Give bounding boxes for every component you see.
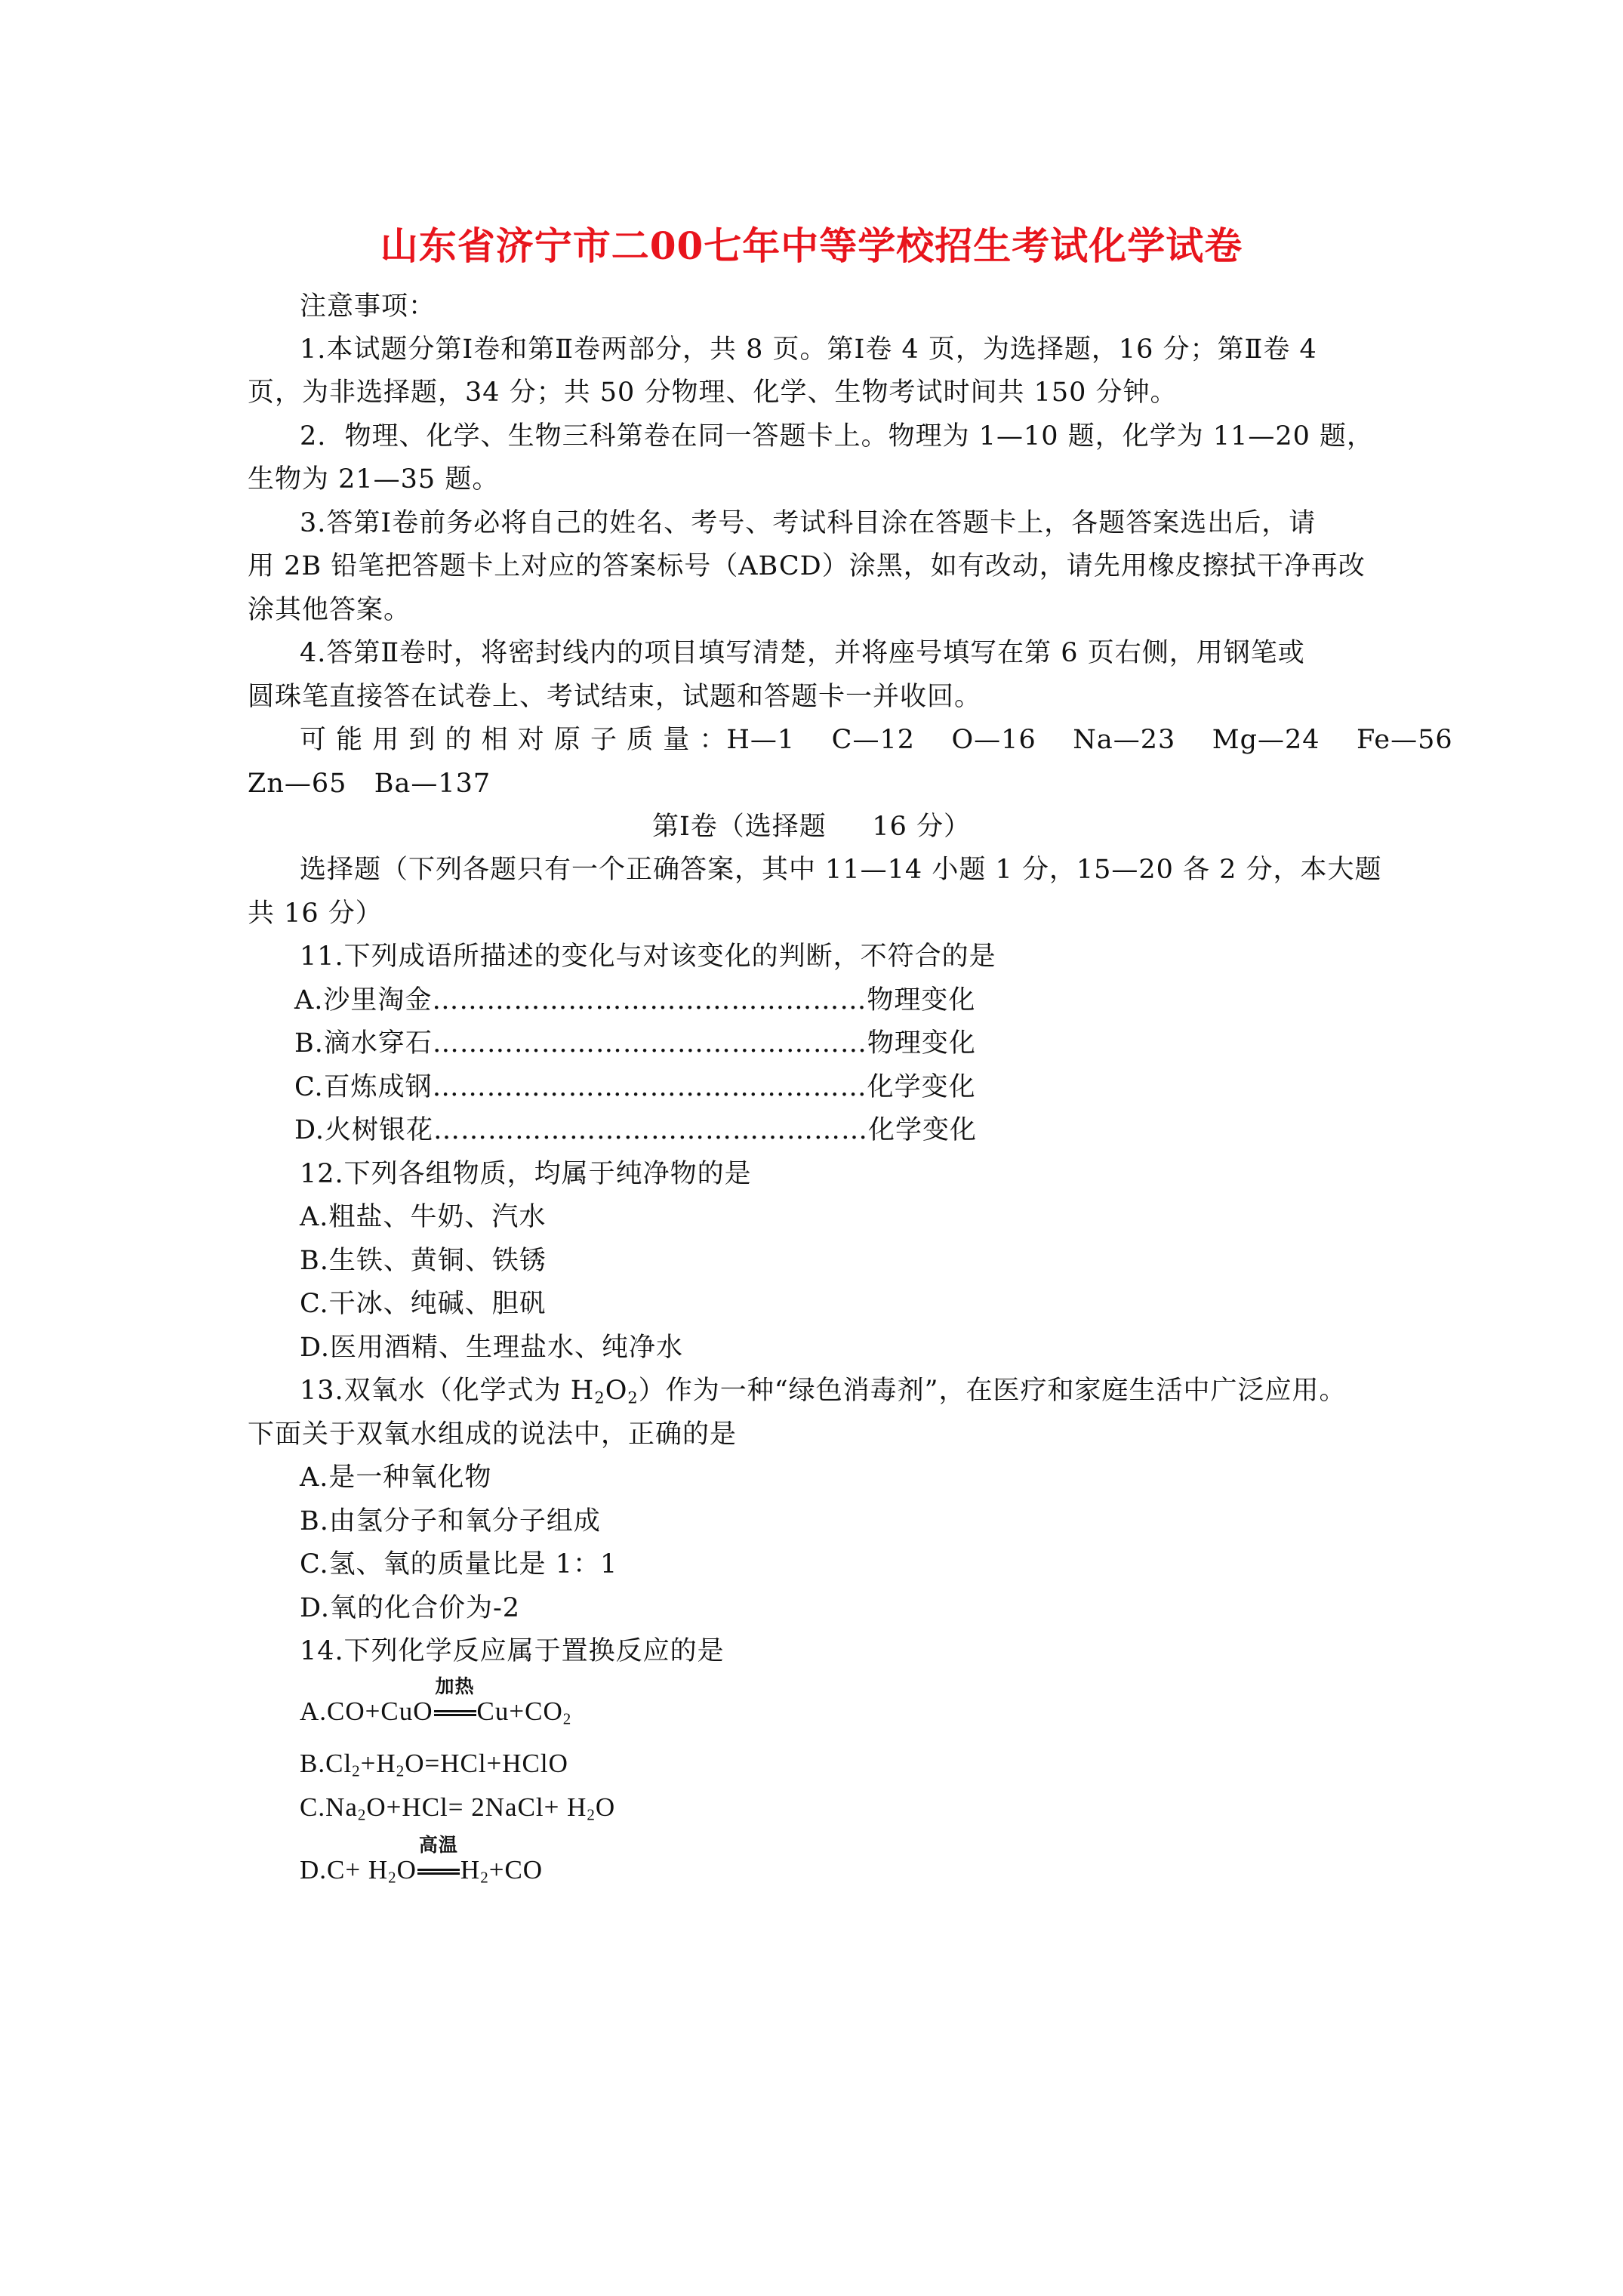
q14-option-a: A.CO+CuO 加热 $Cu+CO_2$ bbox=[300, 1675, 572, 1728]
notice-2-line1: 2. 物理、化学、生物三科第卷在同一答题卡上。物理为 1—10 题，化学为 11—20 题， bbox=[300, 421, 1375, 451]
q11-option-a: A.沙里淘金…………………………………………物理变化 bbox=[294, 985, 976, 1015]
q13-stem-line2: 下面关于双氧水组成的说法中，正确的是 bbox=[248, 1419, 738, 1450]
q12-option-d: D.医用酒精、生理盐水、纯净水 bbox=[300, 1333, 683, 1363]
q14-stem: 14.下列化学反应属于置换反应的是 bbox=[300, 1636, 725, 1666]
notice-2-line2: 生物为 21—35 题。 bbox=[248, 464, 500, 495]
q14-option-c: $C.Na_2O+HCl=$ 2NaCl+ $H_2O$ bbox=[300, 1792, 616, 1824]
q14-option-b: $B.Cl_2+H_2O=HCl+HClO$ bbox=[300, 1749, 568, 1780]
q13-option-a: A.是一种氧化物 bbox=[300, 1462, 492, 1493]
atomic-mass-line2: Zn—65 Ba—137 bbox=[248, 769, 491, 799]
notice-1-line1: 1.本试题分第Ⅰ卷和第Ⅱ卷两部分，共 8 页。第Ⅰ卷 4 页，为选择题，16 分；第Ⅱ卷 4 bbox=[300, 334, 1317, 365]
page-title: 山东省济宁市二00七年中等学校招生考试化学试卷 bbox=[380, 223, 1243, 268]
section-heading: 第Ⅰ卷（选择题 16 分） bbox=[651, 812, 972, 842]
q11-stem: 11.下列成语所描述的变化与对该变化的判断，不符合的是 bbox=[300, 942, 996, 972]
q13-option-b: B.由氢分子和氧分子组成 bbox=[300, 1506, 601, 1536]
q14-option-d: $D.C+ H_2O$ 高温 $H_2+CO$ bbox=[300, 1834, 544, 1887]
notice-3-line1: 3.答第Ⅰ卷前务必将自己的姓名、考号、考试科目涂在答题卡上，各题答案选出后，请 bbox=[300, 508, 1317, 538]
q11-option-b: B.滴水穿石…………………………………………物理变化 bbox=[294, 1028, 976, 1059]
notice-4-line1: 4.答第Ⅱ卷时，将密封线内的项目填写清楚，并将座号填写在第 6 页右侧，用钢笔或 bbox=[300, 638, 1305, 668]
q13-option-d: D.氧的化合价为-2 bbox=[300, 1593, 521, 1623]
section-intro-line1: 选择题（下列各题只有一个正确答案，其中 11—14 小题 1 分，15—20 各 2 分，本大题 bbox=[300, 855, 1382, 885]
atomic-mass-line1: 可 能 用 到 的 相 对 原 子 质 量 ：H—1 C—12 O—16 Na—23 Mg—24 Fe—56 bbox=[300, 725, 1453, 755]
notice-4-line2: 圆珠笔直接答在试卷上、考试结束，试题和答题卡一并收回。 bbox=[248, 682, 982, 712]
q13-stem-line1: 13.双氧水（化学式为 $H_2O_2$）作为一种“绿色消毒剂”，在医疗和家庭生活中广泛应用。 bbox=[300, 1376, 1347, 1407]
q12-option-b: B.生铁、黄铜、铁锈 bbox=[300, 1246, 547, 1276]
q11-option-d: D.火树银花…………………………………………化学变化 bbox=[294, 1115, 977, 1145]
q12-option-a: A.粗盐、牛奶、汽水 bbox=[300, 1202, 547, 1232]
q13-option-c: C.氢、氧的质量比是 1：1 bbox=[300, 1549, 618, 1579]
notice-3-line2: 用 2B 铅笔把答题卡上对应的答案标号（ABCD）涂黑，如有改动，请先用橡皮擦拭干净再改 bbox=[248, 551, 1366, 581]
q12-stem: 12.下列各组物质，均属于纯净物的是 bbox=[300, 1159, 752, 1189]
q12-option-c: C.干冰、纯碱、胆矾 bbox=[300, 1289, 547, 1319]
reaction-condition-high-temp: 高温 bbox=[417, 1854, 460, 1887]
notice-3-line3: 涂其他答案。 bbox=[248, 595, 411, 625]
q11-option-c: C.百炼成钢…………………………………………化学变化 bbox=[294, 1072, 976, 1102]
notice-1-line2: 页，为非选择题，34 分；共 50 分物理、化学、生物考试时间共 150 分钟。 bbox=[248, 378, 1178, 408]
notice-heading: 注意事项： bbox=[300, 291, 436, 322]
reaction-condition-heating: 加热 bbox=[434, 1695, 476, 1728]
section-intro-line2: 共 16 分） bbox=[248, 898, 383, 929]
